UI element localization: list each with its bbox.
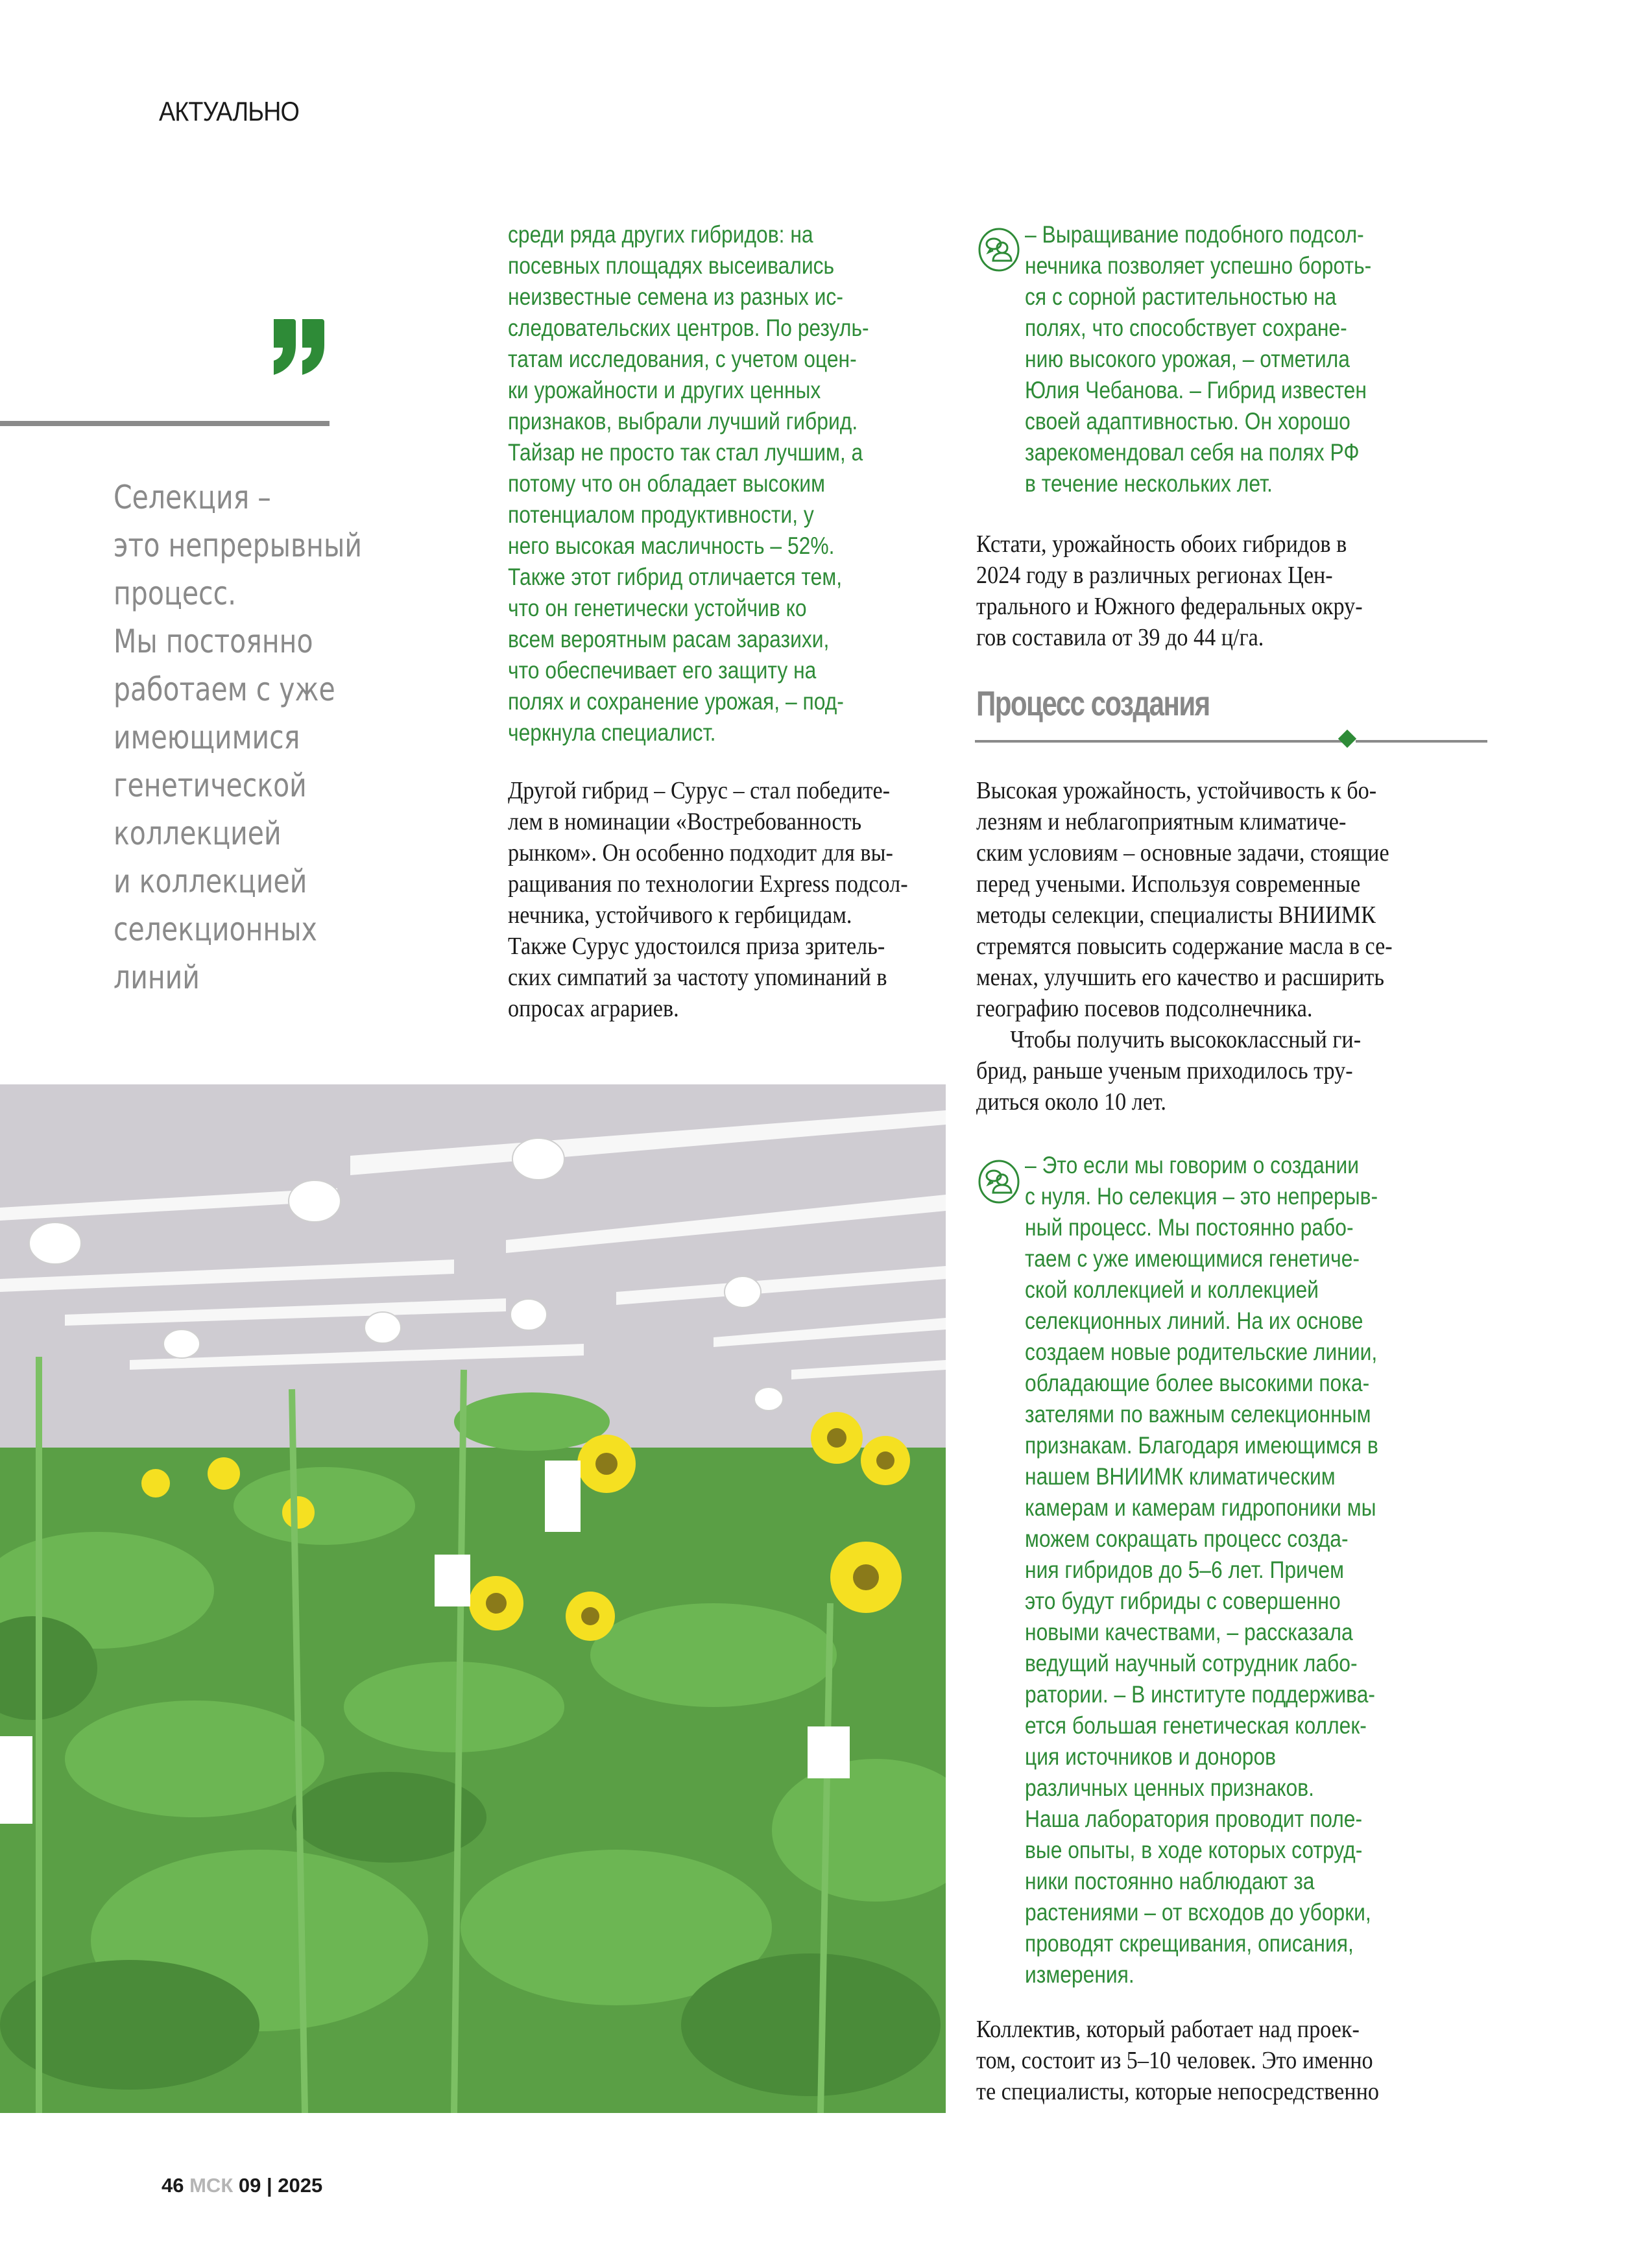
- text-line: Юлия Чебанова. – Гибрид известен: [1025, 377, 1367, 403]
- text-line: ники постоянно наблюдают за: [1025, 1868, 1315, 1894]
- text-line: своей адаптивностью. Он хорошо: [1025, 408, 1350, 435]
- text-line: зарекомендовал себя на полях РФ: [1025, 439, 1360, 466]
- page-footer: [162, 2174, 322, 2197]
- text-line: ведущий научный сотрудник лабо-: [1025, 1650, 1358, 1677]
- text-line: перед учеными. Используя современные: [976, 870, 1361, 898]
- text-line: обладающие более высокими пока-: [1025, 1370, 1370, 1396]
- text-line: Тайзар не просто так стал лучшим, а: [508, 439, 863, 466]
- text-line: Также этот гибрид отличается тем,: [508, 564, 843, 590]
- text-line: потому что он обладает высоким: [508, 470, 825, 497]
- text-line: растениями – от всходов до уборки,: [1025, 1899, 1371, 1926]
- text-line: рынком». Он особенно подходит для вы-: [508, 839, 893, 866]
- text-line: ется большая генетическая коллек-: [1025, 1712, 1367, 1739]
- text-line: линий: [114, 959, 200, 996]
- text-line: Также Сурус удостоился приза зритель-: [508, 933, 885, 960]
- text-line: с нуля. Но селекция – это непрерыв-: [1025, 1183, 1378, 1210]
- text-line: Высокая урожайность, устойчивость к бо-: [976, 777, 1377, 804]
- photo-illustration: [0, 1084, 946, 2113]
- text-line: это непрерывный: [114, 527, 362, 564]
- text-line: и коллекцией: [114, 863, 307, 900]
- text-line: что он генетически устойчив ко: [508, 595, 807, 621]
- text-line: Чтобы получить высококлассный ги-: [1010, 1026, 1362, 1053]
- text-line: всем вероятным расам заразихи,: [508, 626, 830, 652]
- text-line: – Выращивание подобного подсол-: [1025, 221, 1364, 248]
- text-line: следовательских центров. По резуль-: [508, 315, 869, 341]
- expert-quote: [1025, 219, 1371, 499]
- text-line: посевных площадях высеивались: [508, 252, 835, 279]
- speaker-quote-icon: [978, 227, 1020, 272]
- text-line: стремятся повысить содержание масла в се-: [976, 933, 1393, 960]
- article-paragraph: [976, 2014, 1379, 2107]
- page-number: 46: [162, 2174, 184, 2197]
- text-line: ки урожайности и других ценных: [508, 377, 821, 403]
- text-line: гов составила от 39 до 44 ц/га.: [976, 624, 1264, 651]
- text-line: ный процесс. Мы постоянно рабо-: [1025, 1214, 1354, 1241]
- text-line: ским условиям – основные задачи, стоящие: [976, 839, 1389, 866]
- text-line: потенциалом продуктивности, у: [508, 501, 814, 528]
- issue-number: 09 | 2025: [238, 2174, 323, 2197]
- text-line: вые опыты, в ходе которых сотруд-: [1025, 1837, 1363, 1863]
- text-line: те специалисты, которые непосредственно: [976, 2078, 1380, 2105]
- text-line: лезням и неблагоприятным климатиче-: [976, 808, 1347, 835]
- text-line: ся с сорной растительностью на: [1025, 283, 1337, 310]
- text-line: неизвестные семена из разных ис-: [508, 283, 843, 310]
- article-paragraph: [976, 529, 1363, 653]
- text-line: методы селекции, специалисты ВНИИМК: [976, 901, 1376, 929]
- text-line: ратории. – В институте поддержива-: [1025, 1681, 1375, 1708]
- text-line: 2024 году в различных регионах Цен-: [976, 562, 1333, 589]
- text-line: среди ряда других гибридов: на: [508, 221, 813, 248]
- text-line: опросах аграриев.: [508, 995, 679, 1022]
- text-line: что обеспечивает его защиту на: [508, 657, 817, 684]
- text-line: ращивания по технологии Express подсол-: [508, 870, 908, 898]
- text-line: селекционных линий. На их основе: [1025, 1307, 1363, 1334]
- text-line: трального и Южного федеральных окру-: [976, 593, 1363, 620]
- text-line: полях и сохранение урожая, – под-: [508, 688, 844, 715]
- text-line: Кстати, урожайность обоих гибридов в: [976, 531, 1347, 558]
- text-line: нию высокого урожая, – отметила: [1025, 346, 1350, 372]
- quote-continuation: [508, 219, 869, 748]
- text-line: лем в номинации «Востребованность: [508, 808, 862, 835]
- diamond-icon: [1338, 730, 1356, 748]
- text-line: признаков, выбрали лучший гибрид.: [508, 408, 858, 435]
- heading-divider: [975, 740, 1343, 743]
- magazine-brand: МСК: [189, 2174, 234, 2197]
- text-line: него высокая масличность – 52%.: [508, 532, 835, 559]
- text-line: полях, что способствует сохране-: [1025, 315, 1347, 341]
- heading-divider: [1356, 740, 1487, 743]
- pullquote: [114, 473, 362, 1001]
- text-line: это будут гибриды с совершенно: [1025, 1588, 1341, 1614]
- expert-quote: [1025, 1150, 1378, 1990]
- text-line: Наша лаборатория проводит поле-: [1025, 1806, 1363, 1832]
- text-line: татам исследования, с учетом оцен-: [508, 346, 857, 372]
- text-line: камерам и камерам гидропоники мы: [1025, 1494, 1376, 1521]
- text-line: черкнула специалист.: [508, 719, 716, 746]
- text-line: Селекция –: [114, 479, 271, 516]
- speaker-quote-icon: [978, 1159, 1020, 1204]
- text-line: проводят скрещивания, описания,: [1025, 1930, 1354, 1957]
- text-line: создаем новые родительские линии,: [1025, 1339, 1378, 1365]
- text-line: брид, раньше ученым приходилось тру-: [976, 1057, 1353, 1084]
- text-line: том, состоит из 5–10 человек. Это именно: [976, 2047, 1373, 2074]
- text-line: ция источников и доноров: [1025, 1743, 1277, 1770]
- text-line: процесс.: [114, 575, 237, 612]
- text-line: генетической: [114, 767, 307, 804]
- text-line: зателями по важным селекционным: [1025, 1401, 1371, 1427]
- text-line: Другой гибрид – Сурус – стал победите-: [508, 777, 891, 804]
- text-line: менах, улучшить его качество и расширить: [976, 964, 1384, 991]
- text-line: работаем с уже: [114, 671, 335, 708]
- greenhouse-sunflowers-photo: [0, 1084, 946, 2113]
- text-line: новыми качествами, – рассказала: [1025, 1619, 1353, 1645]
- text-line: географию посевов подсолнечника.: [976, 995, 1313, 1022]
- text-line: различных ценных признаков.: [1025, 1774, 1315, 1801]
- text-line: можем сокращать процесс созда-: [1025, 1525, 1349, 1552]
- text-line: Мы постоянно: [114, 623, 313, 660]
- section-heading: Процесс создания: [976, 684, 1210, 723]
- text-line: таем с уже имеющимися генетиче-: [1025, 1245, 1360, 1272]
- text-line: имеющимися: [114, 719, 300, 756]
- text-line: – Это если мы говорим о создании: [1025, 1152, 1360, 1178]
- text-line: коллекцией: [114, 815, 282, 852]
- text-line: диться около 10 лет.: [976, 1088, 1166, 1116]
- text-line: ния гибридов до 5–6 лет. Причем: [1025, 1557, 1344, 1583]
- text-line: нашем ВНИИМК климатическим: [1025, 1463, 1336, 1490]
- text-line: нечника, устойчивого к гербицидам.: [508, 901, 852, 929]
- text-line: признакам. Благодаря имеющимся в: [1025, 1432, 1378, 1459]
- text-line: в течение нескольких лет.: [1025, 470, 1273, 497]
- closing-quote-icon: [271, 318, 330, 376]
- text-line: селекционных: [114, 911, 317, 948]
- text-line: ской коллекцией и коллекцией: [1025, 1276, 1319, 1303]
- text-line: нечника позволяет успешно бороть-: [1025, 252, 1372, 279]
- article-paragraph: [976, 775, 1393, 1024]
- article-paragraph: [508, 775, 908, 1024]
- article-paragraph: [976, 1024, 1361, 1117]
- pullquote-divider: [0, 421, 330, 426]
- text-line: измерения.: [1025, 1961, 1134, 1988]
- text-line: Коллектив, который работает над проек-: [976, 2016, 1360, 2043]
- text-line: ских симпатий за частоту упоминаний в: [508, 964, 887, 991]
- section-label: АКТУАЛЬНО: [159, 96, 300, 126]
